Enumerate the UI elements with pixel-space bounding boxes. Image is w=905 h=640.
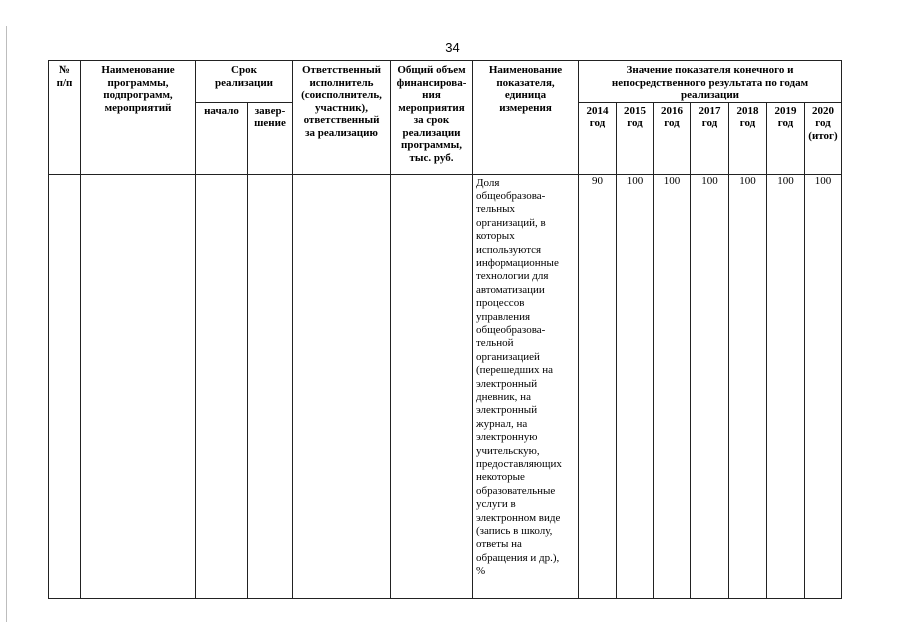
value-2019: 100 [767,174,805,598]
header-indicator: Наименование показателя, единица измерения [473,61,579,175]
value-2018: 100 [729,174,767,598]
cell-funding [391,174,473,598]
header-year-2018: 2018 год [729,102,767,174]
header-year-2020-total: 2020 год (итог) [805,102,842,174]
value-2020: 100 [805,174,842,598]
header-year-2015: 2015 год [617,102,654,174]
program-indicators-table [48,60,842,599]
header-period-end: завер- шение [248,102,293,174]
header-period-start: начало [196,102,248,174]
header-num: № п/п [49,61,81,175]
cell-period-start [196,174,248,598]
cell-indicator [473,174,579,598]
header-year-2019: 2019 год [767,102,805,174]
cell-program-name [81,174,196,598]
cell-executor [293,174,391,598]
page-number: 34 [445,40,460,55]
scan-page-edge [0,26,7,622]
value-2017: 100 [691,174,729,598]
cell-period-end [248,174,293,598]
header-period: Срок реализации [196,61,293,103]
value-2015: 100 [617,174,654,598]
cell-num [49,174,81,598]
header-values-title: Значение показателя конечного и непосредственного результата по годам реализации [579,61,842,103]
header-executor: Ответственный исполнитель (соисполнитель, участник), ответственный за реализацию [293,61,391,175]
header-year-2017: 2017 год [691,102,729,174]
value-2016: 100 [654,174,691,598]
table-row [49,174,842,598]
value-2014: 90 [579,174,617,598]
header-year-2016: 2016 год [654,102,691,174]
header-year-2014: 2014 год [579,102,617,174]
header-funding: Общий объем финансирова- ния мероприятия за срок реализации программы, тыс. руб. [391,61,473,175]
indicator-text: Доля общеобразова- тельных организаций, в которых используются информационные технологии для автоматизации процессов управления общеобразова- тельной организацией (перешедших на электронный дневник, на электронный журнал, на электронную учительскую, предоставляющих некоторые образовательные услуги в электронном виде (запись в школу, ответы на обращения и др.), % [476,176,562,578]
header-program-name: Наименование программы, подпрограмм, мероприятий [81,61,196,175]
